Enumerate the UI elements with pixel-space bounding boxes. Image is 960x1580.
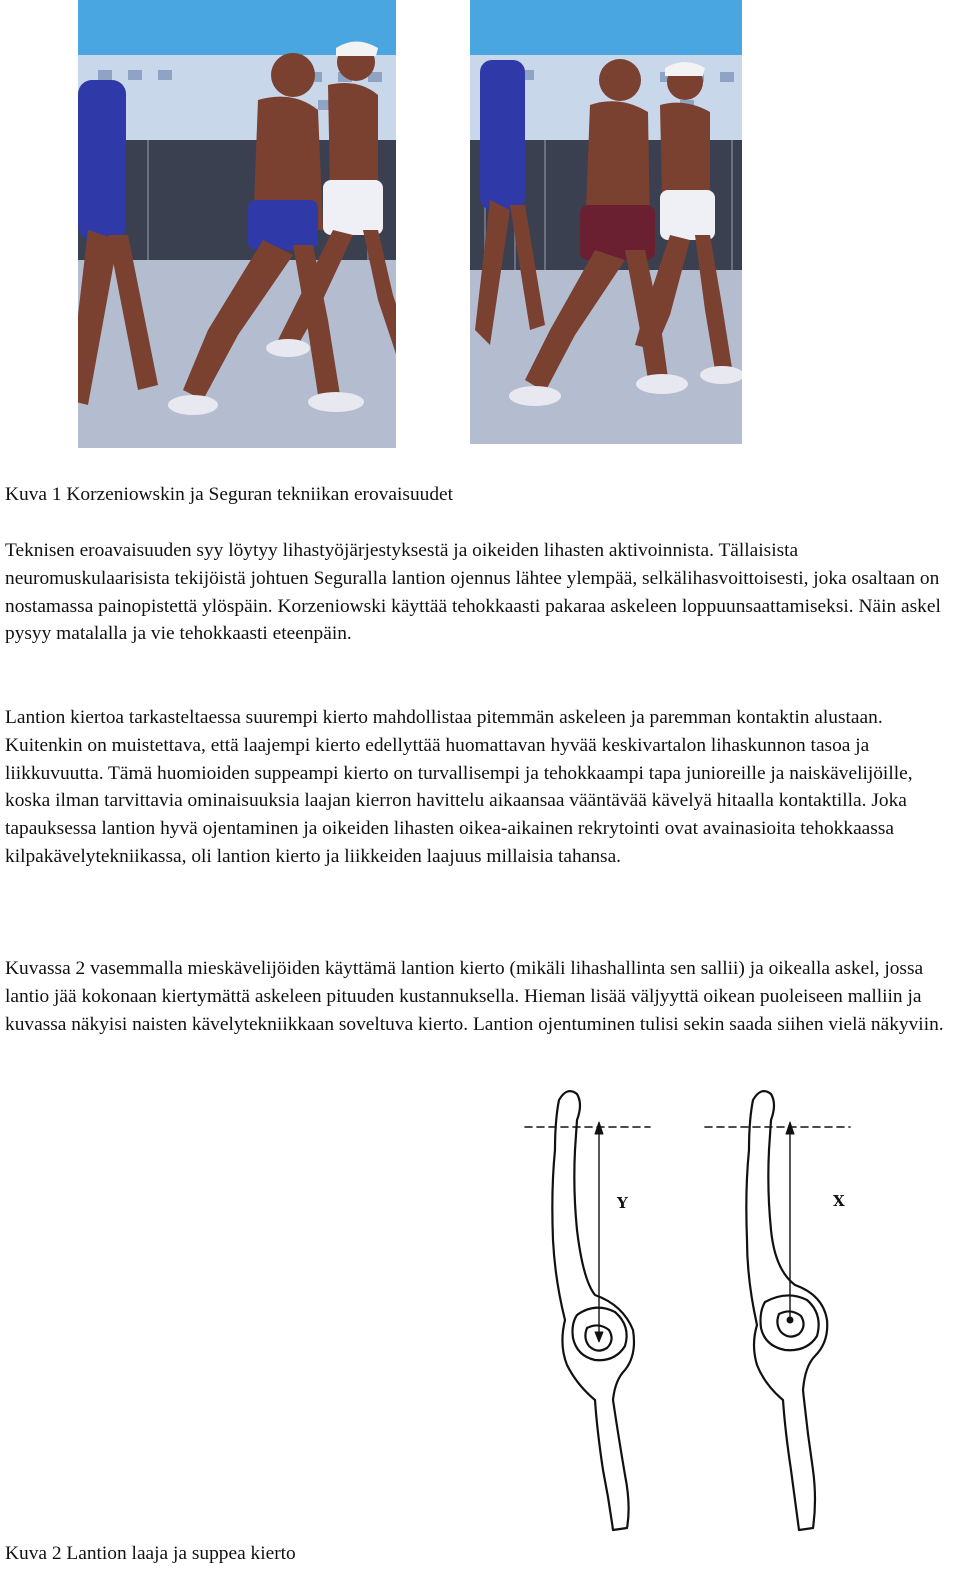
label-x: X <box>833 1192 845 1210</box>
figure-2-caption: Kuva 2 Lantion laaja ja suppea kierto <box>5 1543 296 1564</box>
figure-1-caption: Kuva 1 Korzeniowskin ja Seguran tekniikan erovaisuudet <box>5 484 454 505</box>
paragraph-figure-2-description: Kuvassa 2 vasemmalla mieskävelijöiden käyttämä lantion kierto (mikäli lihashallinta sen sallii) ja oikealla askel, jossa lantio jää kokonaan kiertymättä askeleen pituuden kustannuksella. Hieman lisää väljyyttä oikean puoleiseen malliin ja kuvassa näkyisi naisten kävelytekniikkaan soveltuva kierto. Lantion ojentuminen tulisi sekin saada siihen vielä näkyviin. <box>5 958 944 1035</box>
race-walk-photo-right <box>470 0 742 444</box>
narrow-rotation-figure <box>705 1091 850 1530</box>
race-walk-photo-left <box>78 0 396 448</box>
hip-rotation-diagram <box>515 1080 865 1540</box>
wide-rotation-figure <box>525 1091 650 1530</box>
label-y: Y <box>617 1194 628 1212</box>
paragraph-technique-difference: Teknisen eroavaisuuden syy löytyy lihastyöjärjestyksestä ja oikeiden lihasten aktivoinnista. Tällaisista neuromuskulaarisista tekijöistä johtuen Seguralla lantion ojennus lähtee ylempää, selkälihasvoittoisesti, joka osaltaan on nostamassa painopistettä ylöspäin. Korzeniowski käyttää tehokkaasti pakaraa askeleen loppuunsaattamiseksi. Näin askel pysyy matalalla ja vie tehokkaasti eteenpäin. <box>5 540 941 645</box>
paragraph-hip-rotation: Lantion kiertoa tarkasteltaessa suurempi kierto mahdollistaa pitemmän askeleen ja paremman kontaktin alustaan. Kuitenkin on muistettava, että laajempi kierto edellyttää huomattavan hyvää keskivartalon lihaskunnon tasoa ja liikkuvuutta. Tämä huomioiden suppeampi kierto on turvallisempi ja tehokkaampi tapa junioreille ja naiskävelijöille, koska ilman tarvittavia ominaisuuksia laajan kierron havittelu aikaansaa vääntävää kävelyä hitaalla kontaktilla. Joka tapauksessa lantion hyvä ojentaminen ja oikeiden lihasten oikea-aikainen rekrytointi ovat avainasioita tehokkaassa kilpakävelytekniikassa, oli lantion kierto ja liikkeiden laajuus millaisia tahansa. <box>5 707 913 867</box>
